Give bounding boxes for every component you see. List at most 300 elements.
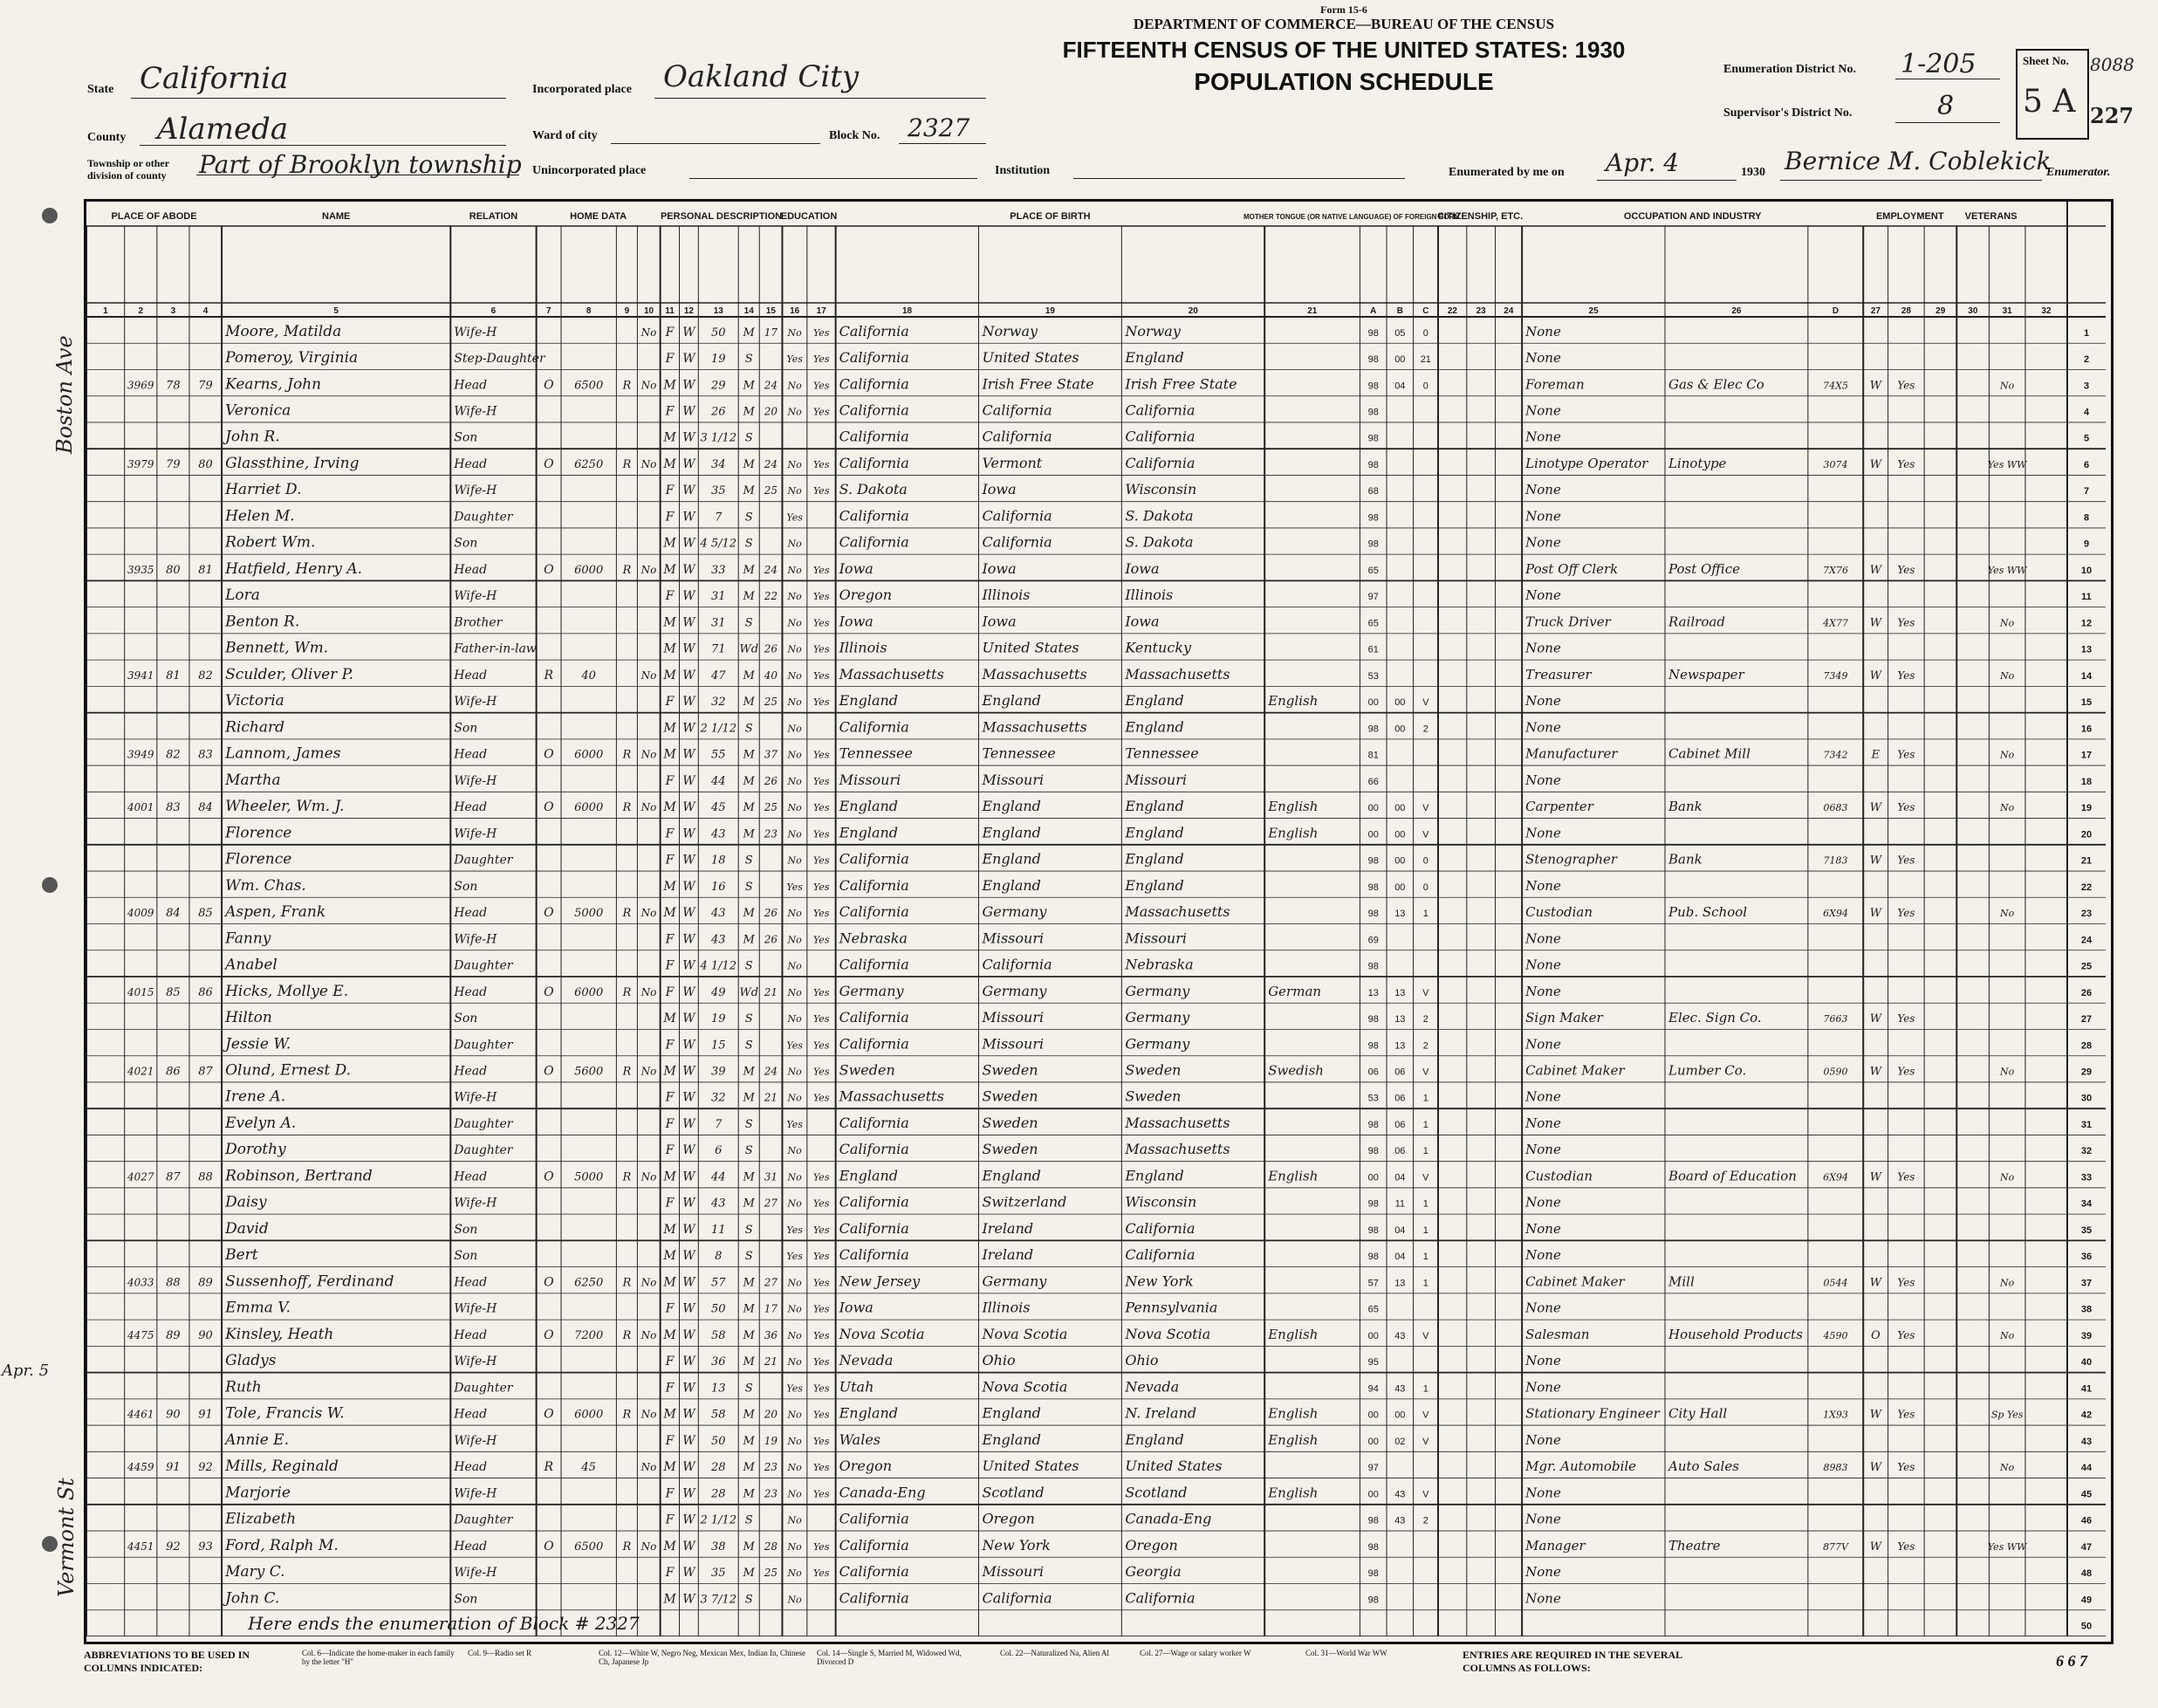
occupation: Cabinet Maker [1525, 1062, 1625, 1079]
race: W [682, 456, 695, 471]
family-number: 86 [198, 985, 213, 999]
birth-code: 98 [1367, 433, 1379, 444]
radio-set: R [622, 1408, 632, 1422]
house-number: 4015 [127, 985, 154, 998]
occupation-code: 3074 [1823, 458, 1848, 470]
line-number: 2 [2083, 354, 2090, 366]
birth-code: 05 [1394, 327, 1406, 339]
can-read-write: Yes [813, 485, 830, 497]
person-name: Victoria [225, 692, 284, 710]
can-read-write: Yes [813, 1092, 830, 1104]
occupation: None [1525, 350, 1561, 367]
incorporated-label: Incorporated place [532, 83, 632, 96]
family-number: 87 [198, 1065, 213, 1079]
column-number: 11 [665, 306, 675, 316]
can-read-write: Yes [813, 1567, 830, 1580]
birthplace-mother: Wisconsin [1125, 481, 1197, 498]
birth-code: V [1422, 1489, 1429, 1500]
column-number: 32 [2041, 306, 2052, 316]
race: W [682, 721, 695, 736]
mother-tongue: English [1268, 825, 1319, 841]
sex: M [663, 378, 676, 393]
occupation: None [1525, 719, 1561, 736]
relation: Son [454, 1249, 478, 1264]
person-name: Ruth [225, 1378, 262, 1396]
relation: Wife-H [454, 1301, 497, 1316]
at-work: Yes [1897, 669, 1915, 682]
age: 50 [710, 1302, 726, 1316]
occupation: None [1525, 930, 1561, 947]
line-number: 25 [2080, 961, 2093, 972]
birthplace-mother: England [1125, 349, 1184, 367]
enumerated-year: 1930 [1741, 166, 1765, 179]
birthplace-father: Missouri [982, 929, 1045, 947]
can-read-write: Yes [813, 1488, 830, 1500]
relation: Wife-H [454, 1566, 497, 1581]
race: W [682, 773, 695, 788]
age-at-marriage: 21 [764, 1091, 778, 1104]
birth-code: 00 [1367, 697, 1379, 709]
supervisor-district-label: Supervisor's District No. [1723, 106, 1853, 120]
person-name: Lora [225, 586, 260, 605]
at-work: Yes [1897, 1408, 1915, 1421]
occupation: Truck Driver [1525, 614, 1611, 630]
age-at-marriage: 20 [764, 1408, 778, 1421]
birth-code: 1 [1422, 1093, 1428, 1104]
race: W [682, 1196, 695, 1211]
person-name: Evelyn A. [225, 1114, 297, 1132]
birthplace-father: Iowa [982, 559, 1017, 577]
age: 58 [710, 1328, 726, 1342]
population-table [84, 199, 2113, 1644]
home-tenure: O [544, 1275, 554, 1290]
age: 11 [710, 1223, 726, 1237]
can-read-write: Yes [813, 828, 830, 840]
relation: Head [454, 1327, 488, 1342]
sheet-corner-note: 6 6 7 [2056, 1652, 2087, 1670]
birthplace-person: California [839, 1563, 909, 1581]
person-name: Bennett, Wm. [225, 639, 329, 657]
race: W [682, 984, 695, 999]
occupation: None [1525, 482, 1561, 498]
birthplace-father: England [982, 692, 1041, 710]
birthplace-mother: Massachusetts [1125, 665, 1230, 683]
occupation: None [1525, 1485, 1561, 1501]
person-name: Anabel [225, 956, 277, 974]
veteran-status: Sp Yes [1990, 1409, 2024, 1421]
race: W [682, 853, 695, 868]
birth-code: 00 [1394, 803, 1406, 814]
family-number: 80 [198, 457, 213, 471]
can-read-write: Yes [813, 908, 830, 920]
race: W [682, 800, 695, 815]
marital-status: M [743, 907, 755, 921]
age-at-marriage: 17 [764, 326, 778, 339]
birth-code: 00 [1394, 829, 1406, 840]
birthplace-person: California [839, 1193, 909, 1211]
birth-code: 06 [1394, 1093, 1406, 1104]
corner-number: 227 [2090, 103, 2134, 128]
marital-status: S [744, 1250, 753, 1264]
house-number: 4461 [127, 1408, 154, 1421]
race: W [682, 932, 695, 947]
sex: M [663, 1407, 676, 1422]
age: 19 [710, 353, 726, 367]
home-value: 5000 [574, 907, 604, 921]
farm: No [641, 1170, 657, 1183]
form-number: Form 15-6 [1320, 3, 1367, 16]
birthplace-father: California [982, 1589, 1052, 1607]
age-at-marriage: 25 [764, 696, 778, 709]
veteran-status: No [2000, 1277, 2015, 1289]
home-tenure: O [544, 1064, 554, 1079]
can-read-write: Yes [813, 1224, 830, 1236]
birthplace-mother: California [1125, 1246, 1195, 1264]
age-at-marriage: 24 [764, 457, 778, 470]
school-attendance: No [787, 775, 802, 787]
birthplace-mother: California [1125, 401, 1195, 419]
punch-hole [42, 208, 58, 223]
birth-code: 13 [1394, 1040, 1406, 1052]
marital-status: M [743, 1328, 755, 1342]
birthplace-mother: England [1125, 850, 1184, 868]
birthplace-mother: Ohio [1125, 1352, 1159, 1369]
birthplace-father: United States [982, 639, 1079, 656]
occupation-code: 6X94 [1823, 1171, 1848, 1183]
home-value: 6000 [574, 563, 604, 577]
birthplace-father: Illinois [982, 1299, 1031, 1316]
birthplace-person: California [839, 533, 909, 551]
person-name: Harriet D. [225, 481, 302, 499]
marital-status: S [744, 1144, 753, 1158]
column-number: 25 [1588, 306, 1599, 316]
birthplace-person: California [839, 322, 909, 340]
birth-code: 13 [1394, 1278, 1406, 1289]
person-name: Florence [225, 850, 292, 868]
line-number: 14 [2080, 670, 2093, 682]
dwelling-number: 89 [166, 1328, 181, 1342]
column-number: D [1832, 306, 1839, 316]
family-number: 83 [198, 748, 213, 762]
birthplace-father: New York [982, 1536, 1051, 1554]
column-number: 18 [901, 306, 913, 316]
age: 28 [710, 1487, 726, 1501]
line-number: 5 [2083, 433, 2090, 444]
can-read-write: Yes [813, 591, 830, 603]
county-label: County [87, 131, 127, 144]
birthplace-person: New Jersey [839, 1272, 921, 1290]
birthplace-person: California [839, 956, 909, 973]
birthplace-father: Tennessee [982, 744, 1056, 762]
age-at-marriage: 26 [764, 774, 778, 787]
school-attendance: No [787, 1197, 802, 1210]
column-number: 2 [138, 306, 144, 316]
sex: F [665, 984, 675, 999]
race: W [682, 1566, 695, 1581]
marital-status: S [744, 353, 753, 367]
sex: F [665, 1196, 675, 1211]
occupation: None [1525, 1511, 1561, 1527]
occupation: None [1525, 429, 1561, 445]
birthplace-father: California [982, 401, 1052, 419]
column-number: 1 [103, 306, 108, 316]
birth-code: 65 [1367, 1304, 1379, 1315]
school-attendance: No [787, 1540, 802, 1553]
sex: M [663, 1275, 676, 1290]
family-number: 88 [198, 1170, 213, 1184]
person-name: Elizabeth [225, 1510, 297, 1528]
birthplace-person: California [839, 876, 909, 894]
occupation: Custodian [1525, 904, 1593, 921]
occupation: None [1525, 1353, 1561, 1369]
home-tenure: O [544, 1327, 554, 1342]
age-at-marriage: 27 [764, 1197, 778, 1210]
birth-code: 06 [1394, 1119, 1406, 1130]
birth-code: 13 [1367, 987, 1379, 998]
home-value: 6500 [574, 1540, 604, 1554]
birthplace-mother: Nova Scotia [1125, 1325, 1211, 1342]
house-number: 3949 [127, 748, 154, 761]
birthplace-mother: United States [1125, 1458, 1223, 1475]
industry: Linotype [1668, 455, 1727, 471]
birthplace-person: California [839, 850, 909, 868]
school-attendance: No [787, 960, 802, 972]
relation: Son [454, 430, 478, 445]
abbrev-col22: Col. 22—Naturalized Na, Alien Al [1000, 1649, 1109, 1657]
birth-code: V [1422, 803, 1429, 814]
birth-code: 1 [1422, 1383, 1428, 1395]
occupation: None [1525, 323, 1561, 340]
age: 2 1/12 [700, 1513, 737, 1527]
sex: F [665, 1301, 675, 1316]
can-read-write: Yes [813, 1171, 830, 1183]
birthplace-father: Sweden [982, 1141, 1038, 1158]
school-attendance: No [787, 669, 802, 682]
sex: F [665, 352, 675, 367]
home-value: 45 [581, 1461, 596, 1475]
sex: M [663, 1170, 676, 1184]
birth-code: 1 [1422, 1119, 1428, 1130]
person-name: Dorothy [225, 1141, 286, 1159]
occupation: Manager [1525, 1537, 1586, 1554]
can-read-write: Yes [813, 1013, 830, 1025]
birthplace-father: California [982, 533, 1052, 551]
column-number: 4 [202, 306, 209, 316]
birthplace-father: Ireland [982, 1246, 1034, 1264]
birthplace-mother: California [1125, 454, 1195, 471]
sex: F [665, 589, 675, 604]
sex: M [663, 879, 676, 894]
house-number: 4451 [127, 1540, 154, 1553]
line-number: 26 [2080, 987, 2093, 998]
can-read-write: Yes [813, 1462, 830, 1474]
school-attendance: Yes [786, 1118, 803, 1130]
column-number: 13 [713, 306, 723, 316]
sex: F [665, 404, 675, 419]
birth-code: 98 [1367, 909, 1379, 920]
age-at-marriage: 22 [764, 590, 778, 603]
person-name: John R. [225, 428, 280, 446]
age: 33 [710, 563, 726, 577]
line-number: 1 [2083, 327, 2090, 339]
age: 8 [715, 1250, 723, 1264]
race: W [682, 879, 695, 894]
sex: F [665, 827, 675, 841]
school-attendance: No [787, 380, 802, 392]
class-of-worker: W [1869, 801, 1882, 815]
birth-code: 98 [1367, 855, 1379, 867]
house-number: 3935 [127, 563, 154, 576]
farm: No [641, 326, 657, 339]
marital-status: M [743, 1408, 755, 1422]
marital-status: S [744, 1117, 753, 1131]
age-at-marriage: 36 [764, 1328, 778, 1341]
birthplace-father: California [982, 956, 1052, 973]
can-read-write: Yes [813, 775, 830, 787]
home-tenure: O [544, 456, 554, 471]
radio-set: R [622, 563, 632, 577]
birth-code: 1 [1422, 1224, 1428, 1236]
can-read-write: Yes [813, 353, 830, 366]
birthplace-mother: Germany [1125, 1009, 1190, 1026]
can-read-write: Yes [813, 696, 830, 709]
marital-status: M [743, 801, 755, 815]
birthplace-father: Illinois [982, 586, 1031, 604]
home-value: 6000 [574, 748, 604, 762]
occupation: None [1525, 825, 1561, 841]
family-number: 92 [198, 1461, 213, 1475]
can-read-write: Yes [813, 881, 830, 893]
at-work: Yes [1897, 1540, 1915, 1553]
race: W [682, 404, 695, 419]
line-number: 13 [2080, 644, 2093, 655]
age: 50 [710, 326, 726, 340]
school-attendance: No [787, 1303, 802, 1315]
person-name: Olund, Ernest D. [225, 1061, 352, 1080]
birthplace-person: England [839, 692, 899, 710]
birthplace-mother: S. Dakota [1125, 507, 1194, 525]
farm: No [641, 748, 657, 761]
birth-code: 94 [1367, 1383, 1379, 1395]
person-name: Kearns, John [225, 375, 322, 394]
column-number: 8 [586, 306, 592, 316]
birthplace-person: California [839, 507, 909, 525]
column-group-label: PLACE OF ABODE [111, 211, 197, 222]
occupation: Sign Maker [1525, 1010, 1603, 1026]
occupation-code: 4590 [1823, 1329, 1848, 1341]
relation: Daughter [454, 1038, 513, 1053]
person-name: Glassthine, Irving [225, 454, 360, 472]
punch-hole [42, 877, 58, 893]
occupation: None [1525, 534, 1561, 551]
race: W [682, 510, 695, 525]
form-header [0, 0, 2158, 209]
birth-code: 98 [1367, 1119, 1379, 1130]
birth-code: 21 [1420, 354, 1431, 366]
house-number: 4475 [127, 1328, 154, 1341]
marital-status: S [744, 431, 753, 445]
occupation-code: 0683 [1823, 802, 1848, 814]
column-number: 26 [1731, 306, 1742, 316]
birthplace-mother: Canada-Eng [1125, 1510, 1212, 1527]
age: 50 [710, 1434, 726, 1448]
age-at-marriage: 24 [764, 563, 778, 576]
occupation: None [1525, 983, 1561, 999]
industry: Lumber Co. [1668, 1062, 1747, 1079]
industry: City Hall [1668, 1405, 1728, 1422]
birthplace-person: Oregon [839, 1458, 893, 1475]
person-name: Jessie W. [225, 1035, 291, 1053]
birthplace-person: California [839, 1114, 909, 1131]
birthplace-person: California [839, 1035, 909, 1053]
line-number: 16 [2080, 724, 2093, 735]
relation: Daughter [454, 1116, 513, 1131]
birthplace-mother: Massachusetts [1125, 903, 1230, 921]
birthplace-mother: California [1125, 428, 1195, 445]
relation: Wife-H [454, 695, 497, 710]
line-number: 44 [2080, 1463, 2093, 1474]
occupation-code: 0590 [1823, 1066, 1848, 1078]
sex: M [663, 1222, 676, 1237]
home-tenure: O [544, 562, 554, 577]
birth-code: V [1422, 1410, 1429, 1421]
occupation: Post Off Clerk [1525, 560, 1619, 577]
marital-status: M [743, 1302, 755, 1316]
person-name: Robert Wm. [225, 533, 316, 552]
birthplace-father: United States [982, 349, 1079, 367]
person-name: Lannom, James [225, 744, 341, 763]
date-margin-note: Apr. 5 [2, 1362, 50, 1380]
birth-code: 00 [1367, 829, 1379, 840]
person-name: Sculder, Oliver P. [225, 665, 354, 683]
birth-code: 0 [1422, 881, 1428, 893]
relation: Wife-H [454, 325, 497, 340]
dwelling-number: 81 [166, 669, 181, 683]
relation: Head [454, 1407, 488, 1422]
birthplace-father: England [982, 1430, 1041, 1448]
sex: F [665, 484, 675, 498]
veteran-status: No [2000, 1329, 2015, 1341]
line-number: 50 [2080, 1621, 2093, 1632]
age: 45 [710, 801, 726, 815]
age: 15 [710, 1039, 726, 1053]
person-name: Tole, Francis W. [225, 1404, 345, 1423]
marital-status: S [744, 1223, 753, 1237]
radio-set: R [622, 1540, 632, 1554]
race: W [682, 1275, 695, 1290]
school-attendance: No [787, 802, 802, 814]
column-number: 30 [1968, 306, 1978, 316]
column-number: 12 [683, 306, 694, 316]
column-number: 21 [1307, 306, 1318, 316]
mother-tongue: English [1268, 1326, 1319, 1342]
birthplace-person: Tennessee [839, 744, 913, 762]
age: 2 1/12 [700, 722, 737, 736]
column-number: 14 [743, 306, 754, 316]
line-number: 30 [2080, 1093, 2093, 1104]
age-at-marriage: 25 [764, 1567, 778, 1580]
line-number: 6 [2083, 459, 2090, 470]
at-work: Yes [1897, 1276, 1915, 1289]
mother-tongue: English [1268, 1485, 1319, 1501]
entries-title: ENTRIES ARE REQUIRED IN THE SEVERAL COLUMNS AS FOLLOWS: [1463, 1649, 1682, 1674]
race: W [682, 562, 695, 577]
mother-tongue: English [1268, 1405, 1319, 1422]
school-attendance: No [787, 1435, 802, 1447]
line-number: 31 [2080, 1119, 2093, 1130]
age: 32 [710, 1091, 726, 1105]
relation: Step-Daughter [454, 352, 545, 367]
